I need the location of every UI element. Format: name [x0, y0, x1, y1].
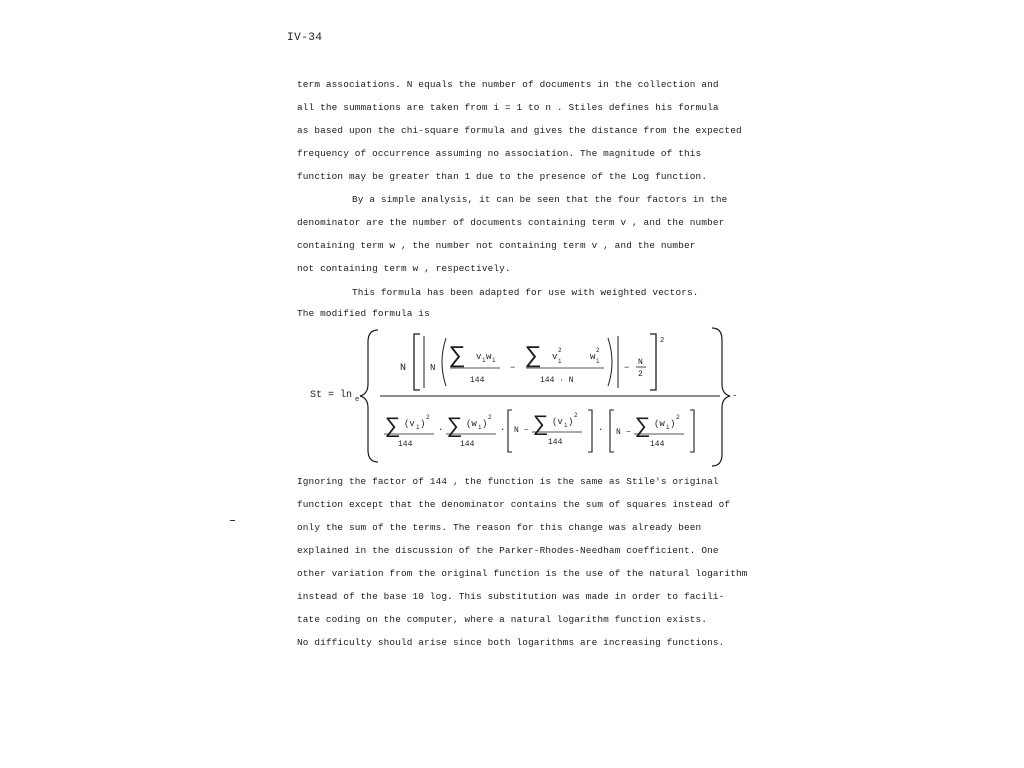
text-line: explained in the discussion of the Parker-Rhodes-Needham coefficient. One [297, 545, 719, 556]
formula-denom-144: 144 [470, 376, 485, 385]
formula-den-left-bracket-2 [610, 410, 614, 452]
text-line: instead of the base 10 log. This substitution was made in order to facili- [297, 591, 725, 602]
formula-den-v-1-sub: i [416, 424, 420, 431]
formula-term-v2: v [552, 352, 558, 362]
formula-sum-2: ∑ [526, 343, 541, 370]
formula-den-144-2: 144 [460, 440, 475, 449]
formula-den-v-2-sup: 2 [574, 412, 578, 419]
formula-den-v-2-close: ) [568, 417, 574, 427]
formula-term-v2-sup: 2 [558, 347, 562, 354]
formula-den-v-1: (v [404, 419, 415, 429]
margin-mark [230, 520, 235, 521]
formula-den-dot-3: · [598, 425, 604, 435]
text-line: not containing term w , respectively. [297, 263, 511, 274]
formula-num-left-bracket [414, 334, 420, 390]
text-line: By a simple analysis, it can be seen that the four factors in the [352, 194, 728, 205]
formula-term-v-sub: i [482, 357, 486, 364]
formula-den-dot-1: · [438, 425, 444, 435]
text-line: No difficulty should arise since both logarithms are increasing functions. [297, 637, 725, 648]
text-line: term associations. N equals the number of documents in the collection and [297, 79, 719, 90]
text-line: function may be greater than 1 due to the presence of the Log function. [297, 171, 708, 182]
formula-den-w-2: (w [654, 419, 665, 429]
formula-denom-144n: 144 · N [540, 376, 574, 385]
formula-n-over-2-num: N [638, 358, 643, 367]
formula-n-over-2-den: 2 [638, 370, 643, 379]
formula-sum-1: ∑ [450, 343, 465, 370]
formula-den-left-bracket-1 [508, 410, 512, 452]
text-line: function except that the denominator contains the sum of squares instead of [297, 499, 731, 510]
formula-term-w2: w [590, 352, 596, 362]
page-number: IV-34 [287, 32, 323, 44]
formula-right-brace [712, 328, 730, 466]
formula-minus-1: − [510, 363, 516, 373]
formula-term-v2-sub: i [558, 358, 562, 365]
formula-den-v-2-sub: i [564, 422, 568, 429]
formula-den-sum-2: ∑ [448, 414, 462, 439]
formula-den-w-2-sup: 2 [676, 414, 680, 421]
formula-den-v-1-close: ) [420, 419, 426, 429]
formula-den-n-1: N [514, 426, 519, 435]
formula-outer-square: 2 [660, 337, 665, 345]
formula-term-v: v [476, 352, 482, 362]
modified-stiles-formula [300, 322, 740, 472]
text-line: as based upon the chi-square formula and gives the distance from the expected [297, 125, 742, 136]
text-line: frequency of occurrence assuming no association. The magnitude of this [297, 148, 702, 159]
formula-minus-2: − [624, 363, 630, 373]
formula-den-minus-1: − [524, 426, 529, 435]
text-line: denominator are the number of documents containing term v , and the number [297, 217, 725, 228]
formula-term-w-sub: i [492, 357, 496, 364]
formula-lhs: St = ln [310, 390, 353, 401]
formula-left-brace [360, 330, 378, 462]
formula-den-sum-3: ∑ [534, 412, 548, 437]
formula-term-w: w [486, 352, 492, 362]
formula-log-subscript: e [355, 396, 360, 404]
formula-den-144-1: 144 [398, 440, 413, 449]
text-line: This formula has been adapted for use with weighted vectors. [352, 287, 699, 298]
formula-term-w2-sup: 2 [596, 347, 600, 354]
text-line: Ignoring the factor of 144 , the function is the same as Stile's original [297, 476, 719, 487]
formula-den-sum-1: ∑ [386, 414, 400, 439]
formula-den-dot-2: · [500, 425, 506, 435]
text-line: The modified formula is [297, 308, 430, 319]
formula-den-w-2-sub: i [666, 424, 670, 431]
formula-trailing-mark: - [732, 391, 738, 401]
text-line: only the sum of the terms. The reason for this change was already been [297, 522, 702, 533]
formula-den-n-2: N [616, 428, 621, 437]
text-line: containing term w , the number not containing term v , and the number [297, 240, 696, 251]
formula-den-w-1-sub: i [478, 424, 482, 431]
formula-den-v-2: (v [552, 417, 563, 427]
formula-right-paren [608, 338, 612, 386]
text-line: tate coding on the computer, where a natural logarithm function exists. [297, 614, 708, 625]
text-line: all the summations are taken from i = 1 to n . Stiles defines his formula [297, 102, 719, 113]
formula-den-w-1-close: ) [482, 419, 488, 429]
formula-term-w2-sub: i [596, 358, 600, 365]
formula-den-minus-2: − [626, 428, 631, 437]
formula-den-w-1-sup: 2 [488, 414, 492, 421]
text-line: other variation from the original function is the use of the natural logarithm [297, 568, 748, 579]
formula-den-w-1: (w [466, 419, 477, 429]
formula-den-right-bracket-1 [588, 410, 592, 452]
formula-den-144-4: 144 [650, 440, 665, 449]
formula-num-right-bracket [650, 334, 656, 390]
formula-den-right-bracket-2 [690, 410, 694, 452]
formula-den-w-2-close: ) [670, 419, 676, 429]
formula-den-v-1-sup: 2 [426, 414, 430, 421]
formula-den-sum-4: ∑ [636, 414, 650, 439]
formula-left-paren [442, 338, 446, 386]
formula-inner-n: N [430, 363, 436, 373]
formula-den-144-3: 144 [548, 438, 563, 447]
formula-big-n: N [400, 363, 407, 374]
